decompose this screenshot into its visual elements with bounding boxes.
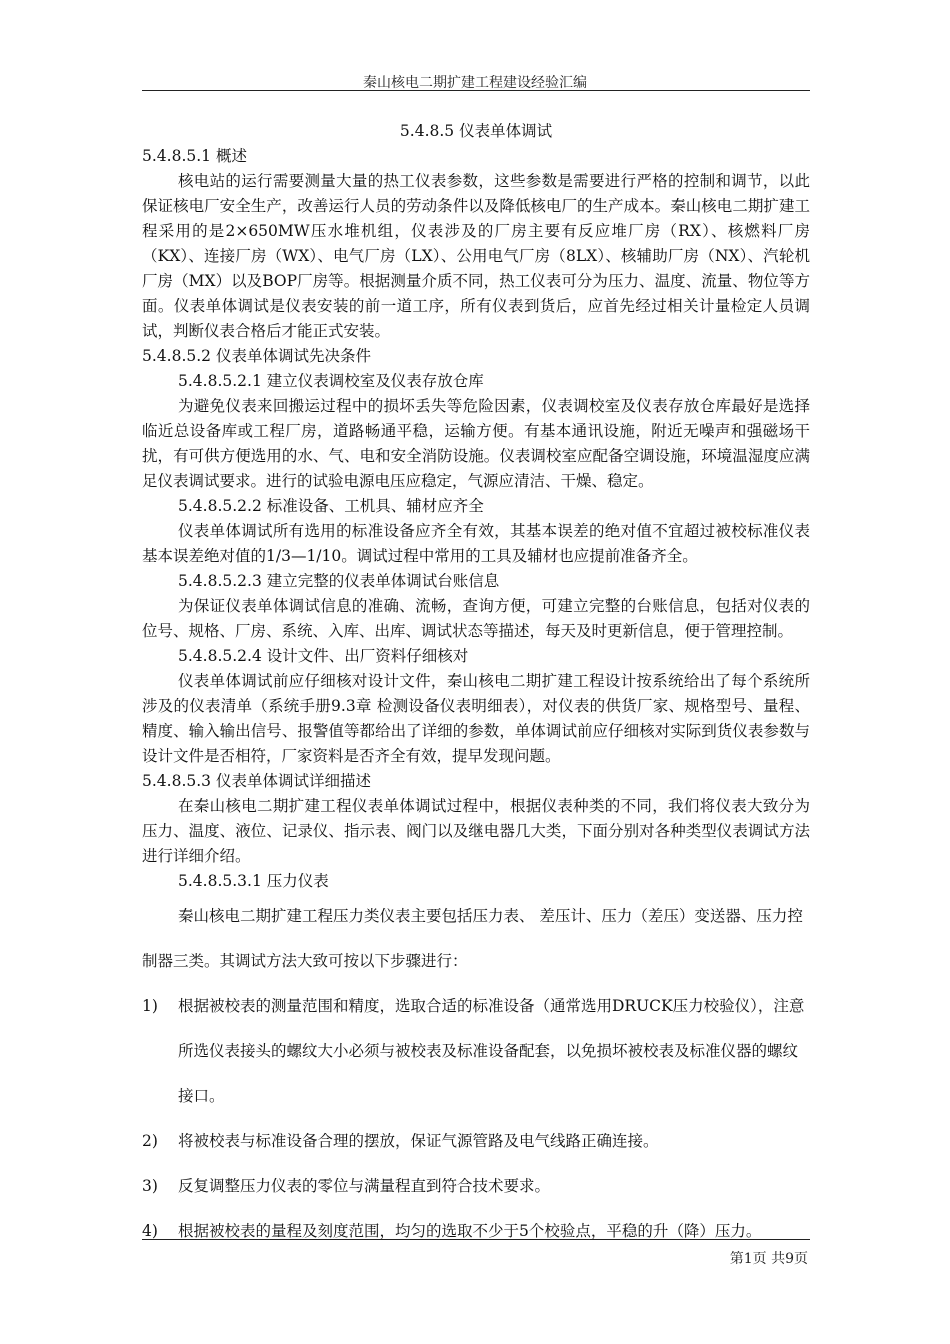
- list-item-number: 3): [142, 1177, 158, 1195]
- paragraph-standard-equipment: 仪表单体调试所有选用的标准设备应齐全有效，其基本误差的绝对值不宜超过被校标准仪表基本误差绝对值的1/3—1/10。调试过程中常用的工具及辅材也应提前准备齐全。: [142, 522, 810, 565]
- paragraph-calibration-room: 为避免仪表来回搬运过程中的损坏丢失等危险因素，仪表调校室及仪表存放仓库最好是选择临近总设备库或工程厂房，道路畅通平稳，运输方便。有基本通讯设施，附近无噪声和强磁场干扰，有可供方便选用的水、气、电和安全消防设施。仪表调校室应配备空调设施，环境温湿度应满足仪表调试要求。进行的试验电源电压应稳定，气源应清洁、干燥、稳定。: [142, 397, 810, 490]
- footer-divider: [142, 1239, 810, 1240]
- heading-ledger: 5.4.8.5.2.3 建立完整的仪表单体调试台账信息: [178, 572, 500, 590]
- running-header: 秦山核电二期扩建工程建设经验汇编: [363, 75, 587, 91]
- list-item-number: 4): [142, 1222, 158, 1240]
- section-title: 5.4.8.5 仪表单体调试: [399, 122, 553, 140]
- list-item: [142, 1119, 810, 1164]
- header-divider: [142, 90, 810, 91]
- paragraph-detailed-description: 在秦山核电二期扩建工程仪表单体调试过程中，根据仪表种类的不同，我们将仪表大致分为压力、温度、液位、记录仪、指示表、阀门以及继电器几大类，下面分别对各种类型仪表调试方法进行详细介绍。: [142, 797, 810, 865]
- list-item-text: 将被校表与标准设备合理的摆放，保证气源管路及电气线路正确连接。: [178, 1132, 659, 1150]
- heading-overview: 5.4.8.5.1 概述: [142, 147, 247, 165]
- heading-detailed-description: 5.4.8.5.3 仪表单体调试详细描述: [142, 772, 371, 790]
- list-item: [142, 984, 810, 1119]
- list-item-text: 根据被校表的量程及刻度范围，均匀的选取不少于5个校验点，平稳的升（降）压力。: [178, 1222, 762, 1240]
- heading-calibration-room: 5.4.8.5.2.1 建立仪表调校室及仪表存放仓库: [178, 372, 484, 390]
- heading-standard-equipment: 5.4.8.5.2.2 标准设备、工机具、辅材应齐全: [178, 497, 484, 515]
- page-number: 第1页 共9页: [729, 1251, 808, 1267]
- document-body: [142, 119, 810, 1254]
- paragraph-overview: 核电站的运行需要测量大量的热工仪表参数，这些参数是需要进行严格的控制和调节，以此保证核电厂安全生产，改善运行人员的劳动条件以及降低核电厂的生产成本。秦山核电二期扩建工程采用的是2×650MW压水堆机组，仪表涉及的厂房主要有反应堆厂房（RX）、核燃料厂房（KX）、连接厂房（WX）、电气厂房（LX）、公用电气厂房（8LX）、核辅助厂房（NX）、汽轮机厂房（MX）以及BOP厂房等。根据测量介质不同，热工仪表可分为压力、温度、流量、物位等方面。仪表单体调试是仪表安装的前一道工序，所有仪表到货后，应首先经过相关计量检定人员调试，判断仪表合格后才能正式安装。: [142, 172, 810, 340]
- list-item-text: 根据被校表的测量范围和精度，选取合适的标准设备（通常选用DRUCK压力校验仪），注意所选仪表接头的螺纹大小必须与被校表及标准设备配套，以免损坏被校表及标准仪器的螺纹接口。: [178, 997, 805, 1105]
- list-item: [142, 1209, 810, 1254]
- paragraph-pressure-instruments: 秦山核电二期扩建工程压力类仪表主要包括压力表、 差压计、压力（差压）变送器、压力控制器三类。其调试方法大致可按以下步骤进行：: [142, 907, 803, 970]
- list-item-number: 1): [142, 997, 158, 1015]
- heading-pressure-instruments: 5.4.8.5.3.1 压力仪表: [178, 872, 329, 890]
- list-item: [142, 1164, 810, 1209]
- paragraph-design-check: 仪表单体调试前应仔细核对设计文件，秦山核电二期扩建工程设计按系统给出了每个系统所涉及的仪表清单（系统手册9.3章 检测设备仪表明细表），对仪表的供货厂家、规格型号、量程、精度、输入输出信号、报警值等都给出了详细的参数，单体调试前应仔细核对实际到货仪表参数与设计文件是否相符，厂家资料是否齐全有效，提早发现问题。: [142, 672, 810, 765]
- list-item-number: 2): [142, 1132, 158, 1150]
- list-item-text: 反复调整压力仪表的零位与满量程直到符合技术要求。: [178, 1177, 551, 1195]
- heading-design-check: 5.4.8.5.2.4 设计文件、出厂资料仔细核对: [178, 647, 469, 665]
- paragraph-ledger: 为保证仪表单体调试信息的准确、流畅，查询方便，可建立完整的台账信息，包括对仪表的位号、规格、厂房、系统、入库、出库、调试状态等描述，每天及时更新信息，便于管理控制。: [142, 597, 810, 640]
- heading-prerequisites: 5.4.8.5.2 仪表单体调试先决条件: [142, 347, 371, 365]
